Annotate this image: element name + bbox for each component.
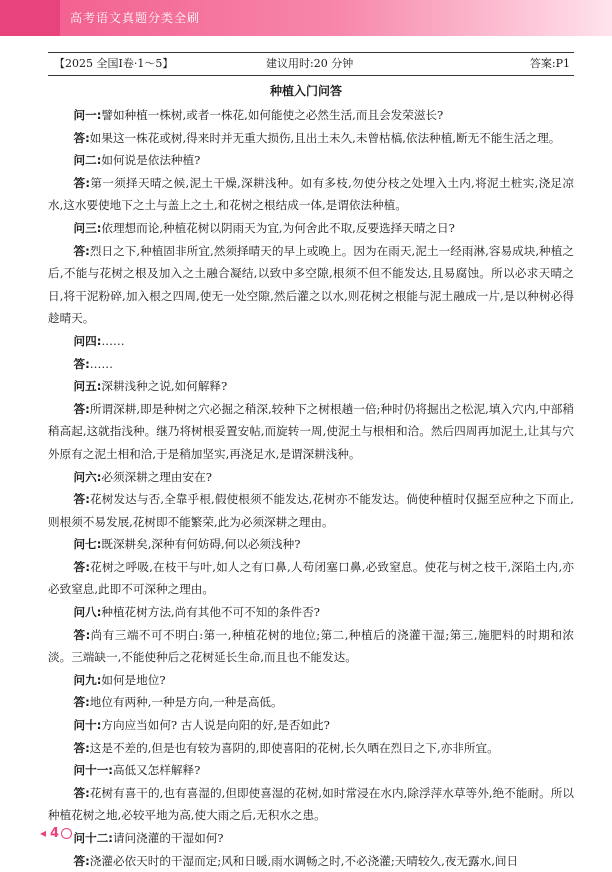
suggested-time: 建议用时:20 分钟 bbox=[266, 57, 354, 70]
qa-paragraph bbox=[48, 691, 574, 714]
qa-text: 高低又怎样解释? bbox=[112, 763, 201, 778]
qa-label: 答: bbox=[73, 492, 90, 507]
qa-text: 譬如种植一株树,或者一株花,如何能使之必然生活,而且会发荣滋长? bbox=[101, 108, 444, 122]
qa-paragraph bbox=[48, 330, 574, 353]
qa-paragraph bbox=[48, 127, 574, 150]
qa-text: 深耕浅种之说,如何解释? bbox=[101, 379, 228, 394]
qa-paragraph bbox=[48, 104, 574, 127]
qa-text: 地位有两种,一种是方向,一种是高低。 bbox=[89, 695, 283, 710]
qa-label: 答: bbox=[73, 785, 90, 800]
page-arrow-icon: ◂ bbox=[40, 826, 47, 840]
header-band bbox=[0, 0, 612, 36]
qa-label: 问十: bbox=[73, 718, 102, 733]
qa-text: …… bbox=[101, 333, 125, 348]
qa-paragraph bbox=[48, 375, 574, 398]
qa-label: 答: bbox=[73, 559, 90, 574]
qa-label: 问四: bbox=[73, 333, 102, 348]
qa-label: 问十二: bbox=[73, 831, 113, 845]
qa-text: 请问浇灌的干湿如何? bbox=[112, 831, 224, 845]
qa-label: 答: bbox=[73, 853, 90, 868]
qa-label: 问六: bbox=[73, 469, 102, 484]
qa-label: 问二: bbox=[73, 153, 102, 168]
qa-label: 问一: bbox=[73, 108, 102, 122]
header-stripe bbox=[0, 0, 60, 36]
qa-text: 尚有三端不可不明白:第一,种植花树的地位;第二,种植后的浇灌干湿;第三,施肥料的时期和浓淡。三端缺一,不能使种后之花树延长生命,而且也不能发达。 bbox=[48, 627, 575, 665]
qa-label: 答: bbox=[73, 401, 90, 416]
page-circle-icon bbox=[61, 828, 72, 839]
qa-paragraph bbox=[48, 782, 574, 827]
qa-text: 所谓深耕,即是种树之穴必掘之稍深,较种下之树根趟一倍;种时仍将掘出之松泥,填入穴内,中部稍稍高起,这就指浅种。继乃将树根妥置安帖,而旋转一周,使泥土与根相和洽。然后四周再加泥土,让其与穴外原有之泥土相和洽,于是稍加坚实,再浇足水,是谓深耕浅种。 bbox=[48, 401, 575, 461]
qa-paragraph bbox=[48, 714, 574, 737]
qa-paragraph bbox=[48, 827, 574, 850]
qa-text: 必须深耕之理由安在? bbox=[101, 469, 212, 484]
qa-text: 种植花树方法,尚有其他不可不知的条件否? bbox=[101, 605, 320, 620]
qa-paragraph bbox=[48, 759, 574, 782]
qa-text: 如何是地位? bbox=[101, 672, 166, 687]
qa-text: …… bbox=[89, 356, 113, 371]
qa-paragraph bbox=[48, 556, 574, 601]
qa-text: 这是不差的,但是也有较为喜阴的,即使喜阳的花树,长久晒在烈日之下,亦非所宜。 bbox=[89, 740, 499, 755]
qa-label: 问十一: bbox=[73, 763, 113, 778]
qa-text: 花树发达与否,全靠乎根,假使根须不能发达,花树亦不能发达。倘使种植时仅掘至应种之下而止,则根须不易发展,花树即不能繁荣,此为必须深耕之理由。 bbox=[48, 492, 574, 529]
qa-paragraph bbox=[48, 601, 574, 624]
qa-label: 答: bbox=[73, 627, 91, 642]
qa-label: 答: bbox=[73, 175, 91, 190]
qa-text: 如果这一株花或树,得来时并无重大损伤,且出土未久,未曾枯槁,依法种植,断无不能生活之理。 bbox=[89, 130, 561, 145]
qa-label: 答: bbox=[73, 130, 90, 145]
qa-paragraph bbox=[48, 533, 574, 556]
qa-text: 方向应当如何? 古人说是向阳的好,是否如此? bbox=[101, 718, 330, 733]
qa-text: 如何说是依法种植? bbox=[101, 153, 201, 168]
qa-paragraph bbox=[48, 488, 574, 533]
qa-text: 花树之呼吸,在枝干与叶,如人之有口鼻,人苟闭塞口鼻,必致窒息。使花与树之枝干,深陷土内,亦必致窒息,此即不可深种之理由。 bbox=[48, 559, 574, 597]
page-footer bbox=[40, 826, 72, 846]
exercise-source: 【2025 全国Ⅰ卷·1～5】 bbox=[54, 57, 174, 70]
page-number: 4 bbox=[50, 826, 60, 841]
qa-text: 烈日之下,种植固非所宜,然须择晴天的早上或晚上。因为在雨天,泥土一经雨淋,容易成块,种植之后,不能与花树之根及加入之土融合凝结,以致中多空隙,根须不但不能发达,且易腐蚀。所以必求天晴之日,将干泥粉碎,加入根之四周,使无一处空隙,然后灌之以水,则花树之根能与泥土融成一片,是以种树必得趁晴天。 bbox=[48, 243, 574, 326]
qa-label: 答: bbox=[73, 356, 90, 371]
qa-label: 答: bbox=[73, 243, 90, 258]
qa-label: 问五: bbox=[73, 379, 102, 394]
qa-paragraph bbox=[48, 737, 574, 760]
qa-label: 问八: bbox=[73, 605, 102, 620]
qa-text: 花树有喜干的,也有喜湿的,但即使喜湿的花树,如时常浸在水内,除浮萍水草等外,绝不能耐。所以种植花树之地,必较平地为高,使大雨之后,无积水之患。 bbox=[48, 785, 574, 823]
qa-paragraph bbox=[48, 353, 574, 376]
qa-paragraph bbox=[48, 172, 574, 217]
qa-paragraph bbox=[48, 240, 574, 330]
document-title: 种植入门问答 bbox=[269, 84, 342, 98]
qa-paragraph bbox=[48, 217, 574, 240]
qa-label: 问九: bbox=[73, 672, 102, 687]
qa-label: 答: bbox=[73, 740, 90, 755]
qa-text: 既深耕矣,深种有何妨碍,何以必须浅种? bbox=[101, 537, 301, 552]
qa-text: 依理想而论,种植花树以阴雨天为宜,为何舍此不取,反要选择天晴之日? bbox=[101, 220, 455, 235]
qa-text: 浇灌必依天时的干湿而定;风和日暖,雨水调畅之时,不必浇灌;天晴较久,夜无露水,间日 bbox=[89, 853, 519, 868]
qa-label: 答: bbox=[73, 695, 90, 710]
qa-label: 问七: bbox=[73, 537, 102, 552]
exercise-meta bbox=[48, 52, 574, 76]
qa-paragraph bbox=[48, 624, 574, 669]
qa-paragraph bbox=[48, 149, 574, 172]
qa-paragraph bbox=[48, 669, 574, 692]
series-title: 高考语文真题分类全刷 bbox=[70, 11, 201, 25]
qa-text: 第一须择天晴之候,泥土干燥,深耕浅种。如有多枝,勿使分枝之处埋入土内,将泥土桩实,浇足凉水,这水要使地下之土与盖上之土,和花树之根结成一体,是谓依法种植。 bbox=[48, 175, 575, 213]
qa-paragraph bbox=[48, 466, 574, 489]
qa-paragraph bbox=[48, 850, 574, 872]
qa-paragraph bbox=[48, 398, 574, 466]
qa-content bbox=[48, 104, 574, 872]
answer-reference[interactable]: 答案:P1 bbox=[529, 57, 570, 70]
qa-label: 问三: bbox=[73, 220, 102, 235]
